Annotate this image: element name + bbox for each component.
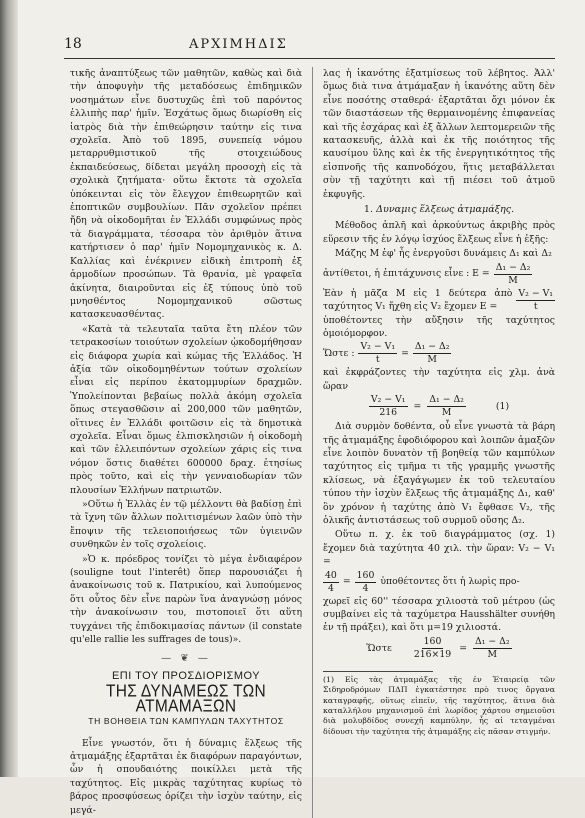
equals-sign: = (342, 576, 351, 588)
equals-sign: = (401, 348, 409, 360)
header-rule (64, 58, 555, 59)
equation-5 (323, 570, 555, 595)
fraction (494, 262, 533, 287)
section-subtitle: ΤΗ ΒΟΗΘΕΙΑ ΤΩΝ ΚΑΜΠΥΛΩΝ ΤΑΧΥΤΗΤΟΣ (88, 716, 284, 727)
denominator: M (441, 407, 452, 419)
fraction (358, 341, 397, 366)
denominator: 4 (362, 582, 369, 594)
equation-text: Ὥστε (366, 642, 392, 654)
numerator: V₂ − V₁ (360, 341, 396, 353)
equation-text: Ὥστε : (323, 348, 355, 360)
fraction (369, 394, 408, 419)
denominator: t (533, 300, 538, 312)
paragraph: ὑποθέτοντες τὴν αὔξησιν τῆς ταχύτητος ὁμοιόμορφον. (323, 314, 556, 339)
paragraph: Μάζης Μ ἐφ' ἧς ἐνεργοῦσι δυνάμεις Δ₁ καὶ Δ₂ (335, 248, 552, 260)
equation-text: ἀντίθετοι, ἡ ἐπιτάχυνσις εἶνε : E = (323, 268, 490, 280)
denominator: M (487, 648, 498, 660)
equation-3 (323, 341, 555, 366)
paragraph: »Ὁ κ. πρόεδρος τονίζει τὸ μέγα ἐνδιαφέρον (souligne tout l'interêt) ὅπερ παρουσιάζει ἡ ἀνακοίνωσις τοῦ κ. Πατρικίου, καὶ λυπούμενος ὅτι οὗτος δὲν εἶνε παρὼν ἵνα ἀναγνώσῃ μόνος τὴν ἀνακοίνωσιν του, πιστοποιεῖ ὅτι αὕτη τυγχάνει τῆς ἐπιδοκιμασίας πάντων (il constate qu'elle rallie les suffrages de tous)». (70, 553, 303, 646)
subsection-title: Δυναμις ἕλξεως ἀτμαμάξης. (376, 204, 515, 216)
equation-text: Ἐὰν ἡ μᾶζα Μ εἰς 1 δεύτερα ἀπὸ ταχύτητος V₁ ἤχθη εἰς V₂ ἔχομεν E = (323, 287, 513, 313)
equation-1 (323, 262, 555, 287)
fraction (516, 288, 555, 313)
two-column-body (70, 67, 555, 818)
paragraph: «Κατὰ τὰ τελευταῖα ταῦτα ἔτη πλέον τῶν τετρακοσίων τοιούτων σχολείων ᾠκοδομήθησαν εἰς διάφορα χωρία καὶ κώμας τῆς Ἑλλάδος. Ἡ ἀξία τῶν οἰκοδομηθέντων τούτων σχολείων εἶναι εἰς περίπου ἑκατομμυρίων δραχμῶν. Ὑπολείπονται βεβαίως πολλὰ ἀκόμη σχολεῖα ὅπως στεγασθῶσιν αἱ 200,000 τῶν μαθητῶν, οἵτινες ἐν Ἑλλάδι φοιτῶσιν εἰς τὰ δημοτικὰ σχολεῖα. Εἶναι ὅμως ἐλπισκλησιῶν ἡ οἰκοδομὴ καὶ τῶν ἐλλειπόντων σχολείων χάρις εἰς τινα νόμον ὅστις διαθέτει 600000 δραχ. ἐτησίως πρὸς τοῦτο, καὶ εἰς τὴν γενναιοδωρίαν τῶν πλουσίων Ἑλλήνων πατριωτῶν. (70, 323, 303, 496)
numerator: Δ₁ − Δ₂ (429, 394, 464, 406)
subsection-number: 1. (363, 204, 374, 216)
numerator: V₂ − V₁ (370, 394, 406, 406)
equation-2 (323, 287, 555, 314)
section-title-main: ΤΗΣ ΔΥΝΑΜΕΩΣ ΤΩΝ ΑΤΜΑΜΑΞΩΝ (106, 681, 266, 717)
book-spine-shadow (0, 0, 18, 777)
numerator: Δ₁ − Δ₂ (495, 261, 531, 273)
numerator: 160 (356, 569, 375, 581)
numerator: Δ₁ − Δ₂ (474, 635, 510, 647)
paragraph: χωρεῖ εἰς 60'' τέσσαρα χιλιοστὰ τοῦ μέτρου (ὡς συμβαίνει εἰς τὰ ταχύμετρα Hausshälter συνήθη ἐν τῇ πράξει), καὶ ὅτι μ=19 χιλιοστά. (323, 595, 556, 634)
page-number: 18 (64, 36, 82, 52)
paragraph: Διὰ συρμὸν δοθέντα, οὗ εἶνε γνωστὰ τὰ βάρη τῆς ἀτμαμάξης ἐφοδιόφορου καὶ λοιπῶν ἁμαξῶν εἶνε λοιπὸν δυνατὸν τῇ βοηθείᾳ τῶν καμπύλων ταχύτητος εἰς τμῆμα τι τῆς γραμμῆς γνωστῆς κλίσεως, νὰ ἐξαγάγωμεν ἐκ τοῦ τελευταίου τύπου τὴν ἰσχὺν ἕλξεως τῆς ἀτμαμάξης Δ₁, καθ' ὃν χρόνον ἡ ταχύτης ἀπὸ V₁ ἔφθασε V₂, τῆς ὁλικῆς ἀντιστάσεως τοῦ συρμοῦ οὔσης Δ₂. (323, 421, 556, 526)
paragraph: »Οὕτω ἡ Ἑλλὰς ἐν τῷ μέλλοντι θὰ βαδίσῃ ἐπὶ τὰ ἴχνη τῶν ἄλλων πολιτισμένων λαῶν ὑπὸ τὴν ἔποψιν τῆς τελειοποιήσεως τῶν ὑγιεινῶν συνθηκῶν ἐν τοῖς σχολείοις. (70, 499, 303, 551)
ornament-divider: — ❦ — (161, 653, 211, 665)
equation-tag: (1) (495, 400, 510, 412)
denominator: 4 (327, 582, 334, 594)
paragraph: καὶ ἐκφράζοντες τὴν ταχύτητα εἰς χλμ. ἀνὰ ὥραν (323, 367, 556, 392)
fraction (473, 636, 512, 661)
denominator: 216×19 (413, 648, 452, 660)
paragraph: τικῆς ἀναπτύξεως τῶν μαθητῶν, καθὼς καὶ διὰ τὴν ἀποφυγὴν τῆς μεταδόσεως ἐπιδημικῶν νοσημάτων εἶνε δυστυχῶς ἐπὶ τοῦ παρόντος ἐλλιπὴς παρ' ἡμῖν. Ἐσχάτως ὅμως διωρίσθη εἰς ἰατρὸς διὰ τὴν ἐπιθεώρησιν ταύτην εἰς τινα σχολεῖα. Ἀπὸ τοῦ 1895, συνεπείᾳ νόμου μεταρρυθμιστικοῦ τῆς στοιχειώδους ἐκπαιδεύσεως, δίδεται μεγάλη προσοχὴ εἰς τὰ σχολικὰ ζητήματα· οὕτω ἔκτοτε τὰ σχολεῖα ὑπόκεινται εἰς τὸν ἔλεγχον ἐπιθεωρητῶν καὶ ἐποπτικῶν συμβουλίων. Πᾶν σχολεῖον πρέπει ἤδη νὰ οἰκοδομῆται ἐν Ἑλλάδι συμφώνως πρὸς τὰ διαγράμματα, τέσσαρα τὸν ἀριθμὸν ἅτινα κατήρτισεν ὁ παρ' ἡμῖν Νομομηχανικὸς κ. Δ. Καλλίας καὶ ἐνέκρινεν εἰδικὴ ἐπιτροπὴ ἐξ ἁρμοδίων προσώπων. Τὰ θρανία, μὲ γραφεῖα ἀκίνητα, διαιροῦνται εἰς ἐξ τύπους ὑπὸ τοῦ μνησθέντος Νομομηχανικοῦ σῶστως κατασκευασθέντας. (70, 68, 303, 321)
fraction (413, 341, 452, 366)
right-column (323, 67, 555, 818)
equation-4 (323, 394, 555, 419)
denominator: t (375, 354, 380, 366)
paragraph: Οὕτω π. χ. ἐκ τοῦ διαγράμματος (σχ. 1) ἔχομεν διὰ ταχύτητα 40 χιλ. τὴν ὥραν: V₂ − V₁ = (323, 529, 556, 568)
equals-sign: = (413, 400, 422, 412)
numerator: 160 (423, 635, 442, 647)
left-column (70, 67, 302, 818)
fraction (427, 394, 466, 419)
equation-text: ὑποθέτοντες ὅτι ἡ λωρὶς προ- (380, 576, 520, 588)
column-divider (312, 67, 313, 818)
numerator: V₂ − V₁ (518, 287, 554, 299)
paragraph: Μέθοδος ἁπλῆ καὶ ἀρκούντως ἀκριβὴς πρὸς εὕρεσιν τῆς ἐν λόγῳ ἰσχύος ἕλξεως εἶνε ἡ ἑξῆς: (323, 220, 556, 245)
subsection-heading (323, 203, 555, 216)
denominator: M (508, 274, 518, 286)
denominator: 216 (379, 407, 398, 419)
paragraph: λας ἡ ἱκανότης ἐξατμίσεως τοῦ λέβητος. Ἀλλ' ὅμως διὰ τινα ἀτμάμαξαν ἡ ἱκανότης αὕτη δὲν εἶνε ποσότης σταθερά· ἐξαρτᾶται ὄχι μόνον ἐκ τῶν διαστάσεων τῆς θερμαινομένης ἐπιφανείας καὶ τῆς ἐσχάρας καὶ ἐξ ἄλλων λεπτομερειῶν τῆς κατασκευῆς, ἀλλὰ καὶ ἐκ τῆς ποιότητος τῆς καυσίμου ὕλης καὶ ἐκ τῆς ἐνεργητικότητος τῆς εἰσπνοῆς τῆς καπνοδόχου, ἥτις μεταβάλλεται σὺν τῇ ταχύτητι καὶ τῇ πιέσει τοῦ ἀτμοῦ ἐκφυγῆς. (323, 68, 556, 200)
section-title-top: ΕΠΙ ΤΟΥ ΠΡΟΣΔΙΟΡΙΣΜΟΥ (111, 669, 261, 682)
fraction (355, 570, 377, 595)
footnote: (1) Εἰς τὰς ἀτμαμάξας τῆς ἐν Ἑταιρείᾳ τῶν Σιδηροδρόμων ΠΔΠ ἐγκατέστησε πρὸ τινος ὄργανα καταγραφῆς, οὕτως εἰπεῖν, τῆς ταχύτητος, ἅτινα διὰ καταλλήλου μηχανισμοῦ ἐπὶ λωρίδος χάρτου σημειοῦσι διὰ μολυβδίδος συνεχῆ καμπύλην, ἧς αἱ τεταγμέναι δίδουσι τὴν ταχύτητα τῆς ἀτμαμάξης εἰς πᾶσαν στιγμήν. (323, 674, 556, 736)
fraction (323, 570, 339, 595)
running-title: ΑΡΧΙΜΗΔΙΣ (188, 37, 288, 52)
paragraph: Εἶνε γνωστόν, ὅτι ἡ δύναμις ἕλξεως τῆς ἀτμαμάξης ἐξαρτᾶται ἐκ διαφόρων παραγόντων, ὧν ἡ σπουδαιότης ποικίλλει μετὰ τῆς ταχύτητος. Εἰς μικρὰς ταχύτητας κυρίως τὸ βάρος προσφύσεως ὁρίζει τὴν ἰσχὺν ταύτην, εἰς μεγά- (70, 737, 303, 816)
equation-6 (323, 636, 555, 661)
page-header (64, 36, 555, 52)
denominator: M (427, 354, 437, 366)
numerator: Δ₁ − Δ₂ (414, 341, 450, 353)
equals-sign: = (459, 642, 467, 654)
fraction (412, 636, 453, 661)
numerator: 40 (325, 569, 337, 581)
footnote-rule (323, 671, 433, 672)
